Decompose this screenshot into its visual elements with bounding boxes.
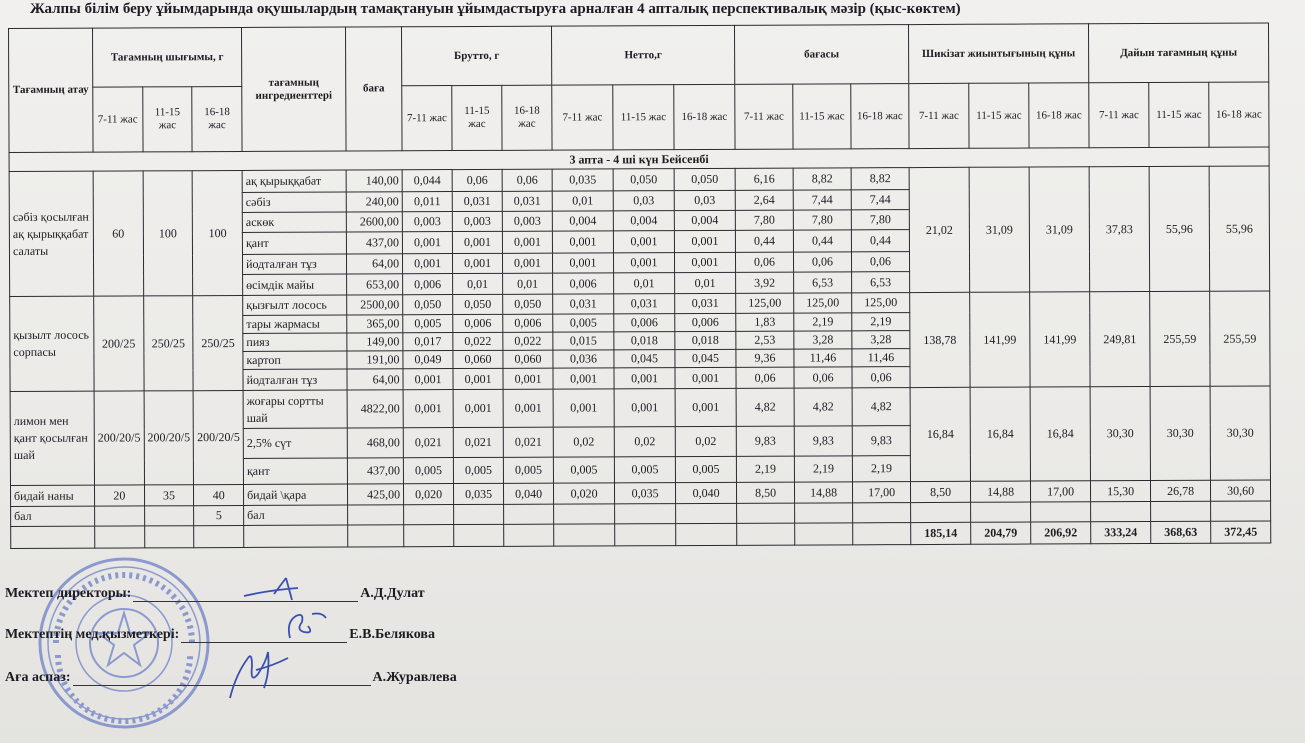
raw-age3-header: 16-18 жас bbox=[1029, 83, 1089, 148]
brutto-value: 0,006 bbox=[503, 314, 553, 332]
empty-cell bbox=[454, 524, 504, 546]
ingredient-price: 365,00 bbox=[347, 315, 403, 333]
medic-role: Мектептің мед.қызметкері: bbox=[5, 627, 180, 642]
empty-cell bbox=[404, 525, 454, 547]
ingredient-price: 653,00 bbox=[347, 274, 403, 295]
director-name: А.Д.Дулат bbox=[360, 586, 425, 601]
ingredient-price: 2500,00 bbox=[347, 295, 403, 315]
cost-value: 4,82 bbox=[736, 388, 794, 426]
netto-value: 0,001 bbox=[553, 389, 614, 427]
ingredient-price: 468,00 bbox=[347, 428, 403, 458]
empty-cell bbox=[404, 505, 454, 525]
netto-value: 0,031 bbox=[553, 294, 614, 314]
table-body bbox=[9, 147, 1271, 548]
ingredient-name: сәбіз bbox=[242, 192, 346, 212]
netto-value: 0,001 bbox=[552, 231, 613, 253]
brutto-value: 0,035 bbox=[454, 483, 504, 504]
cost-value: 2,19 bbox=[852, 456, 910, 482]
raw-cost-value: 16,84 bbox=[1030, 387, 1090, 481]
brutto-value: 0,001 bbox=[452, 231, 502, 253]
empty-cell bbox=[1091, 502, 1151, 522]
netto-value: 0,001 bbox=[675, 367, 736, 388]
document-title: Жалпы білім беру ұйымдарында оқушылардың тамақтануын ұйымдастыруға арналған 4 апталық перспективалық мәзір (қыс-көктем) bbox=[30, 1, 961, 17]
raw-cost-value: 17,00 bbox=[1031, 481, 1091, 502]
cost-value: 125,00 bbox=[852, 293, 910, 313]
header-ingredients: тағамның ингредиенттері bbox=[242, 27, 347, 151]
brutto-value: 0,022 bbox=[503, 332, 553, 350]
header-dish: Тағамның атау bbox=[9, 28, 94, 152]
cost-value: 14,88 bbox=[795, 482, 853, 503]
cost-value: 7,44 bbox=[851, 190, 909, 210]
netto-value: 0,005 bbox=[553, 457, 614, 483]
cost-value: 0,06 bbox=[794, 367, 852, 388]
raw-cost-value: 16,84 bbox=[910, 387, 970, 481]
cost-value: 2,19 bbox=[794, 313, 852, 331]
cost-value: 2,53 bbox=[736, 331, 794, 349]
cost-value: 0,06 bbox=[736, 252, 794, 272]
totals-row bbox=[11, 521, 1271, 548]
brutto-age2-header: 11-15 жас bbox=[452, 85, 502, 150]
table-header bbox=[9, 23, 1270, 152]
ingredient-name: 2,5% сүт bbox=[243, 428, 347, 458]
dish-yield: 5 bbox=[194, 505, 244, 525]
brutto-value: 0,06 bbox=[502, 169, 552, 191]
netto-age2-header: 11-15 жас bbox=[613, 85, 674, 150]
ingredient-price: 4822,00 bbox=[347, 390, 403, 428]
brutto-age1-header: 7-11 жас bbox=[402, 86, 452, 151]
dish-yield: 200/25 bbox=[94, 296, 144, 391]
netto-value: 0,001 bbox=[614, 368, 675, 389]
ready-cost-value: 255,59 bbox=[1210, 291, 1270, 386]
empty-cell bbox=[11, 526, 95, 548]
ingredient-price: 425,00 bbox=[348, 484, 404, 505]
empty-cell bbox=[615, 504, 676, 524]
cost-value: 2,19 bbox=[852, 313, 910, 331]
ingredient-name: тары жармасы bbox=[243, 315, 347, 333]
cost-value: 8,82 bbox=[851, 168, 909, 190]
cost-value: 9,83 bbox=[852, 426, 910, 456]
empty-cell bbox=[853, 523, 911, 545]
netto-value: 0,001 bbox=[614, 253, 675, 273]
ingredient-name: қант bbox=[242, 232, 346, 254]
ingredient-name: қызғылт лосось bbox=[243, 295, 347, 315]
header-yield: Тағамның шығымы, г bbox=[93, 27, 242, 87]
empty-cell bbox=[911, 502, 971, 522]
cost-value: 17,00 bbox=[853, 482, 911, 503]
brutto-value: 0,021 bbox=[453, 427, 503, 457]
ready-age2-header: 11-15 жас bbox=[1149, 82, 1209, 147]
cost-value: 0,06 bbox=[852, 367, 910, 388]
netto-value: 0,004 bbox=[552, 211, 613, 231]
netto-value: 0,001 bbox=[614, 389, 675, 427]
total-ready-cost: 372,45 bbox=[1211, 521, 1271, 543]
dish-name: сәбіз қосылған ақ қырыққабат салаты bbox=[9, 171, 94, 296]
brutto-value: 0,006 bbox=[453, 314, 503, 332]
netto-value: 0,006 bbox=[614, 314, 675, 332]
raw-cost-value: 141,99 bbox=[970, 292, 1030, 387]
brutto-value: 0,005 bbox=[453, 457, 503, 483]
header-raw-cost: Шикізат жиынтығының құны bbox=[909, 24, 1089, 84]
cost-value: 3,28 bbox=[852, 331, 910, 349]
brutto-value: 0,003 bbox=[402, 212, 452, 232]
netto-value: 0,018 bbox=[675, 331, 736, 349]
dish-yield: 200/20/5 bbox=[94, 391, 144, 485]
total-ready-cost: 333,24 bbox=[1091, 522, 1151, 544]
brutto-value: 0,044 bbox=[402, 170, 452, 192]
ingredient-price: 437,00 bbox=[347, 458, 403, 484]
chef-name: А.Журавлева bbox=[372, 670, 457, 685]
cost-value: 8,50 bbox=[737, 482, 795, 503]
brutto-value: 0,040 bbox=[504, 483, 554, 504]
total-raw-cost: 206,92 bbox=[1031, 522, 1091, 544]
brutto-value: 0,001 bbox=[503, 389, 553, 427]
ready-cost-value: 55,96 bbox=[1209, 166, 1270, 291]
netto-value: 0,040 bbox=[676, 482, 737, 503]
empty-cell bbox=[1211, 501, 1271, 521]
ingredient-name: аскөк bbox=[242, 212, 346, 232]
raw-cost-value: 8,50 bbox=[911, 481, 971, 502]
cost-value: 6,53 bbox=[852, 272, 910, 293]
netto-value: 0,01 bbox=[675, 272, 736, 293]
table-row bbox=[10, 386, 1270, 429]
ingredient-name: өсімдік майы bbox=[243, 274, 347, 295]
brutto-value: 0,01 bbox=[503, 273, 553, 294]
ingredient-name: йодталған тұз bbox=[243, 369, 347, 390]
empty-cell bbox=[1151, 501, 1211, 521]
brutto-value: 0,001 bbox=[503, 368, 553, 389]
empty-cell bbox=[504, 504, 554, 524]
brutto-value: 0,021 bbox=[503, 427, 553, 457]
ingredient-name: картоп bbox=[243, 351, 347, 369]
dish-yield: 250/25 bbox=[143, 296, 193, 391]
brutto-value: 0,050 bbox=[403, 295, 453, 315]
brutto-value: 0,011 bbox=[402, 192, 452, 212]
netto-value: 0,004 bbox=[613, 211, 674, 231]
brutto-value: 0,031 bbox=[502, 191, 552, 211]
netto-value: 0,036 bbox=[553, 350, 614, 368]
netto-value: 0,03 bbox=[674, 190, 735, 210]
total-raw-cost: 185,14 bbox=[911, 522, 971, 544]
cost-value: 2,64 bbox=[735, 190, 793, 210]
ingredient-name: пияз bbox=[243, 333, 347, 351]
raw-cost-value: 14,88 bbox=[971, 481, 1031, 502]
cost-value: 3,28 bbox=[794, 331, 852, 349]
dish-yield: 100 bbox=[192, 170, 242, 295]
brutto-value: 0,005 bbox=[503, 457, 553, 483]
brutto-value: 0,021 bbox=[403, 428, 453, 458]
empty-cell bbox=[348, 505, 404, 525]
empty-cell bbox=[144, 526, 194, 548]
ready-cost-value: 30,30 bbox=[1090, 387, 1150, 481]
brutto-value: 0,01 bbox=[453, 273, 503, 294]
dish-yield: 100 bbox=[143, 171, 193, 296]
brutto-value: 0,017 bbox=[403, 333, 453, 351]
netto-value: 0,02 bbox=[614, 427, 675, 457]
cost-value: 7,80 bbox=[793, 210, 851, 230]
empty-cell bbox=[853, 503, 911, 523]
empty-cell bbox=[676, 523, 737, 545]
ready-cost-value: 15,30 bbox=[1091, 481, 1151, 502]
ready-cost-value: 26,78 bbox=[1151, 480, 1211, 501]
cost-value: 9,83 bbox=[794, 426, 852, 456]
header-price: баға bbox=[346, 27, 403, 151]
dish-yield: 20 bbox=[94, 485, 144, 506]
cost-value: 8,82 bbox=[793, 168, 851, 190]
brutto-value: 0,049 bbox=[403, 351, 453, 369]
cost-value: 4,82 bbox=[794, 388, 852, 426]
netto-value: 0,050 bbox=[674, 168, 735, 190]
netto-value: 0,005 bbox=[614, 457, 675, 483]
cost-age1-header: 7-11 жас bbox=[735, 84, 793, 149]
brutto-value: 0,060 bbox=[503, 350, 553, 368]
dish-yield: 250/25 bbox=[193, 295, 243, 390]
netto-value: 0,001 bbox=[674, 230, 735, 252]
brutto-value: 0,006 bbox=[403, 274, 453, 295]
brutto-value: 0,005 bbox=[403, 315, 453, 333]
cost-value: 0,44 bbox=[793, 230, 851, 252]
empty-cell bbox=[795, 503, 853, 523]
brutto-value: 0,060 bbox=[453, 350, 503, 368]
ingredient-price: 191,00 bbox=[347, 351, 403, 369]
empty-cell bbox=[971, 502, 1031, 522]
dish-name: бал bbox=[11, 506, 95, 526]
empty-cell bbox=[554, 524, 615, 546]
brutto-value: 0,022 bbox=[453, 332, 503, 350]
empty-cell bbox=[95, 506, 145, 526]
empty-cell bbox=[454, 504, 504, 524]
netto-value: 0,035 bbox=[615, 483, 676, 504]
netto-value: 0,02 bbox=[553, 427, 614, 457]
ready-cost-value: 55,96 bbox=[1149, 166, 1210, 291]
empty-cell bbox=[615, 524, 676, 546]
empty-cell bbox=[348, 525, 404, 547]
ingredient-name: йодталған тұз bbox=[243, 254, 347, 274]
ready-age1-header: 7-11 жас bbox=[1089, 83, 1149, 148]
ready-age3-header: 16-18 жас bbox=[1209, 82, 1269, 147]
dish-yield: 40 bbox=[194, 484, 244, 505]
empty-cell bbox=[795, 523, 853, 545]
header-netto: Нетто,г bbox=[552, 25, 735, 85]
ready-cost-value: 30,30 bbox=[1210, 386, 1270, 480]
netto-value: 0,006 bbox=[675, 313, 736, 331]
netto-value: 0,031 bbox=[614, 294, 675, 314]
ingredient-name: бал bbox=[244, 505, 348, 525]
chef-role: Аға аспаз: bbox=[5, 670, 71, 685]
netto-value: 0,045 bbox=[614, 350, 675, 368]
raw-cost-value: 16,84 bbox=[970, 387, 1030, 481]
table-row bbox=[9, 166, 1269, 193]
cost-value: 7,44 bbox=[793, 190, 851, 210]
brutto-value: 0,06 bbox=[452, 169, 502, 191]
empty-cell bbox=[554, 504, 615, 524]
netto-value: 0,045 bbox=[675, 349, 736, 367]
cost-value: 7,80 bbox=[735, 210, 793, 230]
dish-yield: 200/20/5 bbox=[144, 391, 194, 485]
netto-value: 0,03 bbox=[613, 191, 674, 211]
brutto-value: 0,001 bbox=[403, 254, 453, 274]
brutto-value: 0,001 bbox=[453, 253, 503, 273]
header-brutto: Брутто, г bbox=[402, 26, 552, 86]
yield-age1-header: 7-11 жас bbox=[93, 87, 143, 152]
netto-value: 0,015 bbox=[553, 332, 614, 350]
cost-value: 125,00 bbox=[794, 293, 852, 313]
cost-age2-header: 11-15 жас bbox=[793, 84, 851, 149]
empty-cell bbox=[194, 525, 244, 547]
cost-value: 6,16 bbox=[735, 168, 793, 190]
netto-value: 0,01 bbox=[552, 191, 613, 211]
cost-value: 4,82 bbox=[852, 388, 910, 426]
netto-value: 0,001 bbox=[553, 368, 614, 389]
cost-value: 11,46 bbox=[852, 349, 910, 367]
yield-age3-header: 16-18 жас bbox=[192, 86, 242, 151]
cost-value: 7,80 bbox=[851, 210, 909, 230]
total-ready-cost: 368,63 bbox=[1151, 521, 1211, 543]
age-header-row bbox=[9, 82, 1269, 152]
brutto-value: 0,020 bbox=[404, 484, 454, 505]
empty-cell bbox=[144, 506, 194, 526]
cost-value: 9,83 bbox=[736, 426, 794, 456]
empty-cell bbox=[504, 524, 554, 546]
raw-cost-value: 31,09 bbox=[1029, 167, 1090, 292]
netto-value: 0,001 bbox=[675, 388, 736, 426]
dish-yield: 35 bbox=[144, 485, 194, 506]
chef-signature-mark bbox=[222, 644, 292, 702]
menu-table bbox=[8, 22, 1271, 548]
ingredient-price: 240,00 bbox=[346, 192, 402, 212]
brutto-value: 0,001 bbox=[453, 368, 503, 389]
cost-age3-header: 16-18 жас bbox=[851, 84, 909, 149]
netto-age3-header: 16-18 жас bbox=[674, 84, 735, 149]
netto-value: 0,001 bbox=[675, 252, 736, 272]
dish-name: бидай наны bbox=[10, 485, 94, 506]
cost-value: 9,36 bbox=[736, 349, 794, 367]
cost-value: 125,00 bbox=[736, 293, 794, 313]
brutto-value: 0,001 bbox=[403, 369, 453, 390]
signature-director bbox=[5, 586, 425, 602]
ingredient-price: 64,00 bbox=[347, 254, 403, 274]
week-label: 3 апта - 4 ші күн Бейсенбі bbox=[9, 147, 1269, 171]
brutto-value: 0,003 bbox=[502, 211, 552, 231]
director-signature-mark bbox=[240, 570, 320, 606]
netto-value: 0,006 bbox=[553, 273, 614, 294]
netto-value: 0,01 bbox=[614, 273, 675, 294]
empty-cell bbox=[244, 525, 348, 547]
round-stamp bbox=[36, 555, 212, 731]
brutto-age3-header: 16-18 жас bbox=[502, 85, 552, 150]
raw-age1-header: 7-11 жас bbox=[909, 83, 969, 148]
dish-name: лимон мен қант қосылған шай bbox=[10, 391, 94, 485]
ingredient-name: бидай \қара bbox=[244, 484, 348, 505]
ready-cost-value: 30,60 bbox=[1211, 480, 1271, 501]
cost-value: 0,44 bbox=[735, 230, 793, 252]
cost-value: 6,53 bbox=[794, 272, 852, 293]
header-ready-cost: Дайын тағамның құны bbox=[1089, 23, 1269, 83]
cost-value: 0,44 bbox=[851, 230, 909, 252]
brutto-value: 0,001 bbox=[503, 253, 553, 273]
dish-name: қызылт лосось сорпасы bbox=[10, 296, 94, 391]
brutto-value: 0,001 bbox=[403, 390, 453, 428]
cost-value: 2,19 bbox=[736, 456, 794, 482]
ingredient-name: ақ қырыққабат bbox=[242, 170, 346, 192]
cost-value: 0,06 bbox=[736, 367, 794, 388]
dish-yield: 200/20/5 bbox=[193, 390, 243, 484]
medic-signature-mark bbox=[282, 608, 332, 642]
ready-cost-value: 30,30 bbox=[1150, 386, 1210, 480]
ready-cost-value: 249,81 bbox=[1090, 292, 1150, 387]
cost-value: 0,06 bbox=[852, 252, 910, 272]
netto-value: 0,02 bbox=[675, 426, 736, 456]
director-role: Мектеп директоры: bbox=[5, 586, 132, 601]
netto-value: 0,050 bbox=[613, 169, 674, 191]
brutto-value: 0,001 bbox=[502, 231, 552, 253]
cost-value: 0,06 bbox=[794, 252, 852, 272]
cost-value: 1,83 bbox=[736, 313, 794, 331]
netto-value: 0,004 bbox=[674, 210, 735, 230]
ready-cost-value: 37,83 bbox=[1089, 167, 1150, 292]
brutto-value: 0,001 bbox=[402, 232, 452, 254]
raw-cost-value: 138,78 bbox=[910, 292, 970, 387]
brutto-value: 0,050 bbox=[503, 294, 553, 314]
header-cost: бағасы bbox=[735, 25, 909, 85]
yield-age2-header: 11-15 жас bbox=[142, 87, 192, 152]
total-raw-cost: 204,79 bbox=[971, 522, 1031, 544]
dish-yield: 60 bbox=[93, 171, 143, 296]
brutto-value: 0,003 bbox=[452, 211, 502, 231]
cost-value: 11,46 bbox=[794, 349, 852, 367]
medic-name: Е.В.Белякова bbox=[349, 627, 435, 642]
empty-cell bbox=[737, 503, 795, 523]
raw-cost-value: 141,99 bbox=[1030, 292, 1090, 387]
cost-value: 2,19 bbox=[794, 456, 852, 482]
brutto-value: 0,031 bbox=[452, 191, 502, 211]
raw-age2-header: 11-15 жас bbox=[969, 83, 1029, 148]
ingredient-name: жоғары сортты шай bbox=[243, 390, 347, 428]
netto-value: 0,005 bbox=[675, 456, 736, 482]
netto-value: 0,001 bbox=[613, 231, 674, 253]
cost-value: 3,92 bbox=[736, 272, 794, 293]
raw-cost-value: 21,02 bbox=[909, 167, 970, 292]
netto-value: 0,035 bbox=[552, 169, 613, 191]
empty-cell bbox=[676, 503, 737, 523]
empty-cell bbox=[737, 523, 795, 545]
ingredient-price: 149,00 bbox=[347, 333, 403, 351]
empty-cell bbox=[1031, 502, 1091, 522]
netto-value: 0,001 bbox=[553, 253, 614, 273]
table-row bbox=[10, 291, 1270, 316]
empty-cell bbox=[95, 526, 145, 548]
ingredient-price: 64,00 bbox=[347, 369, 403, 390]
signature-medic bbox=[5, 627, 435, 643]
brutto-value: 0,005 bbox=[403, 458, 453, 484]
netto-value: 0,005 bbox=[553, 314, 614, 332]
netto-age1-header: 7-11 жас bbox=[552, 85, 613, 150]
raw-cost-value: 31,09 bbox=[969, 167, 1030, 292]
ingredient-price: 140,00 bbox=[346, 170, 402, 192]
ingredient-price: 437,00 bbox=[346, 232, 402, 254]
ready-cost-value: 255,59 bbox=[1150, 291, 1210, 386]
brutto-value: 0,001 bbox=[453, 389, 503, 427]
ingredient-price: 2600,00 bbox=[346, 212, 402, 232]
netto-value: 0,031 bbox=[675, 293, 736, 313]
netto-value: 0,018 bbox=[614, 332, 675, 350]
ingredient-name: қант bbox=[243, 458, 347, 484]
netto-value: 0,020 bbox=[554, 483, 615, 504]
brutto-value: 0,050 bbox=[453, 294, 503, 314]
